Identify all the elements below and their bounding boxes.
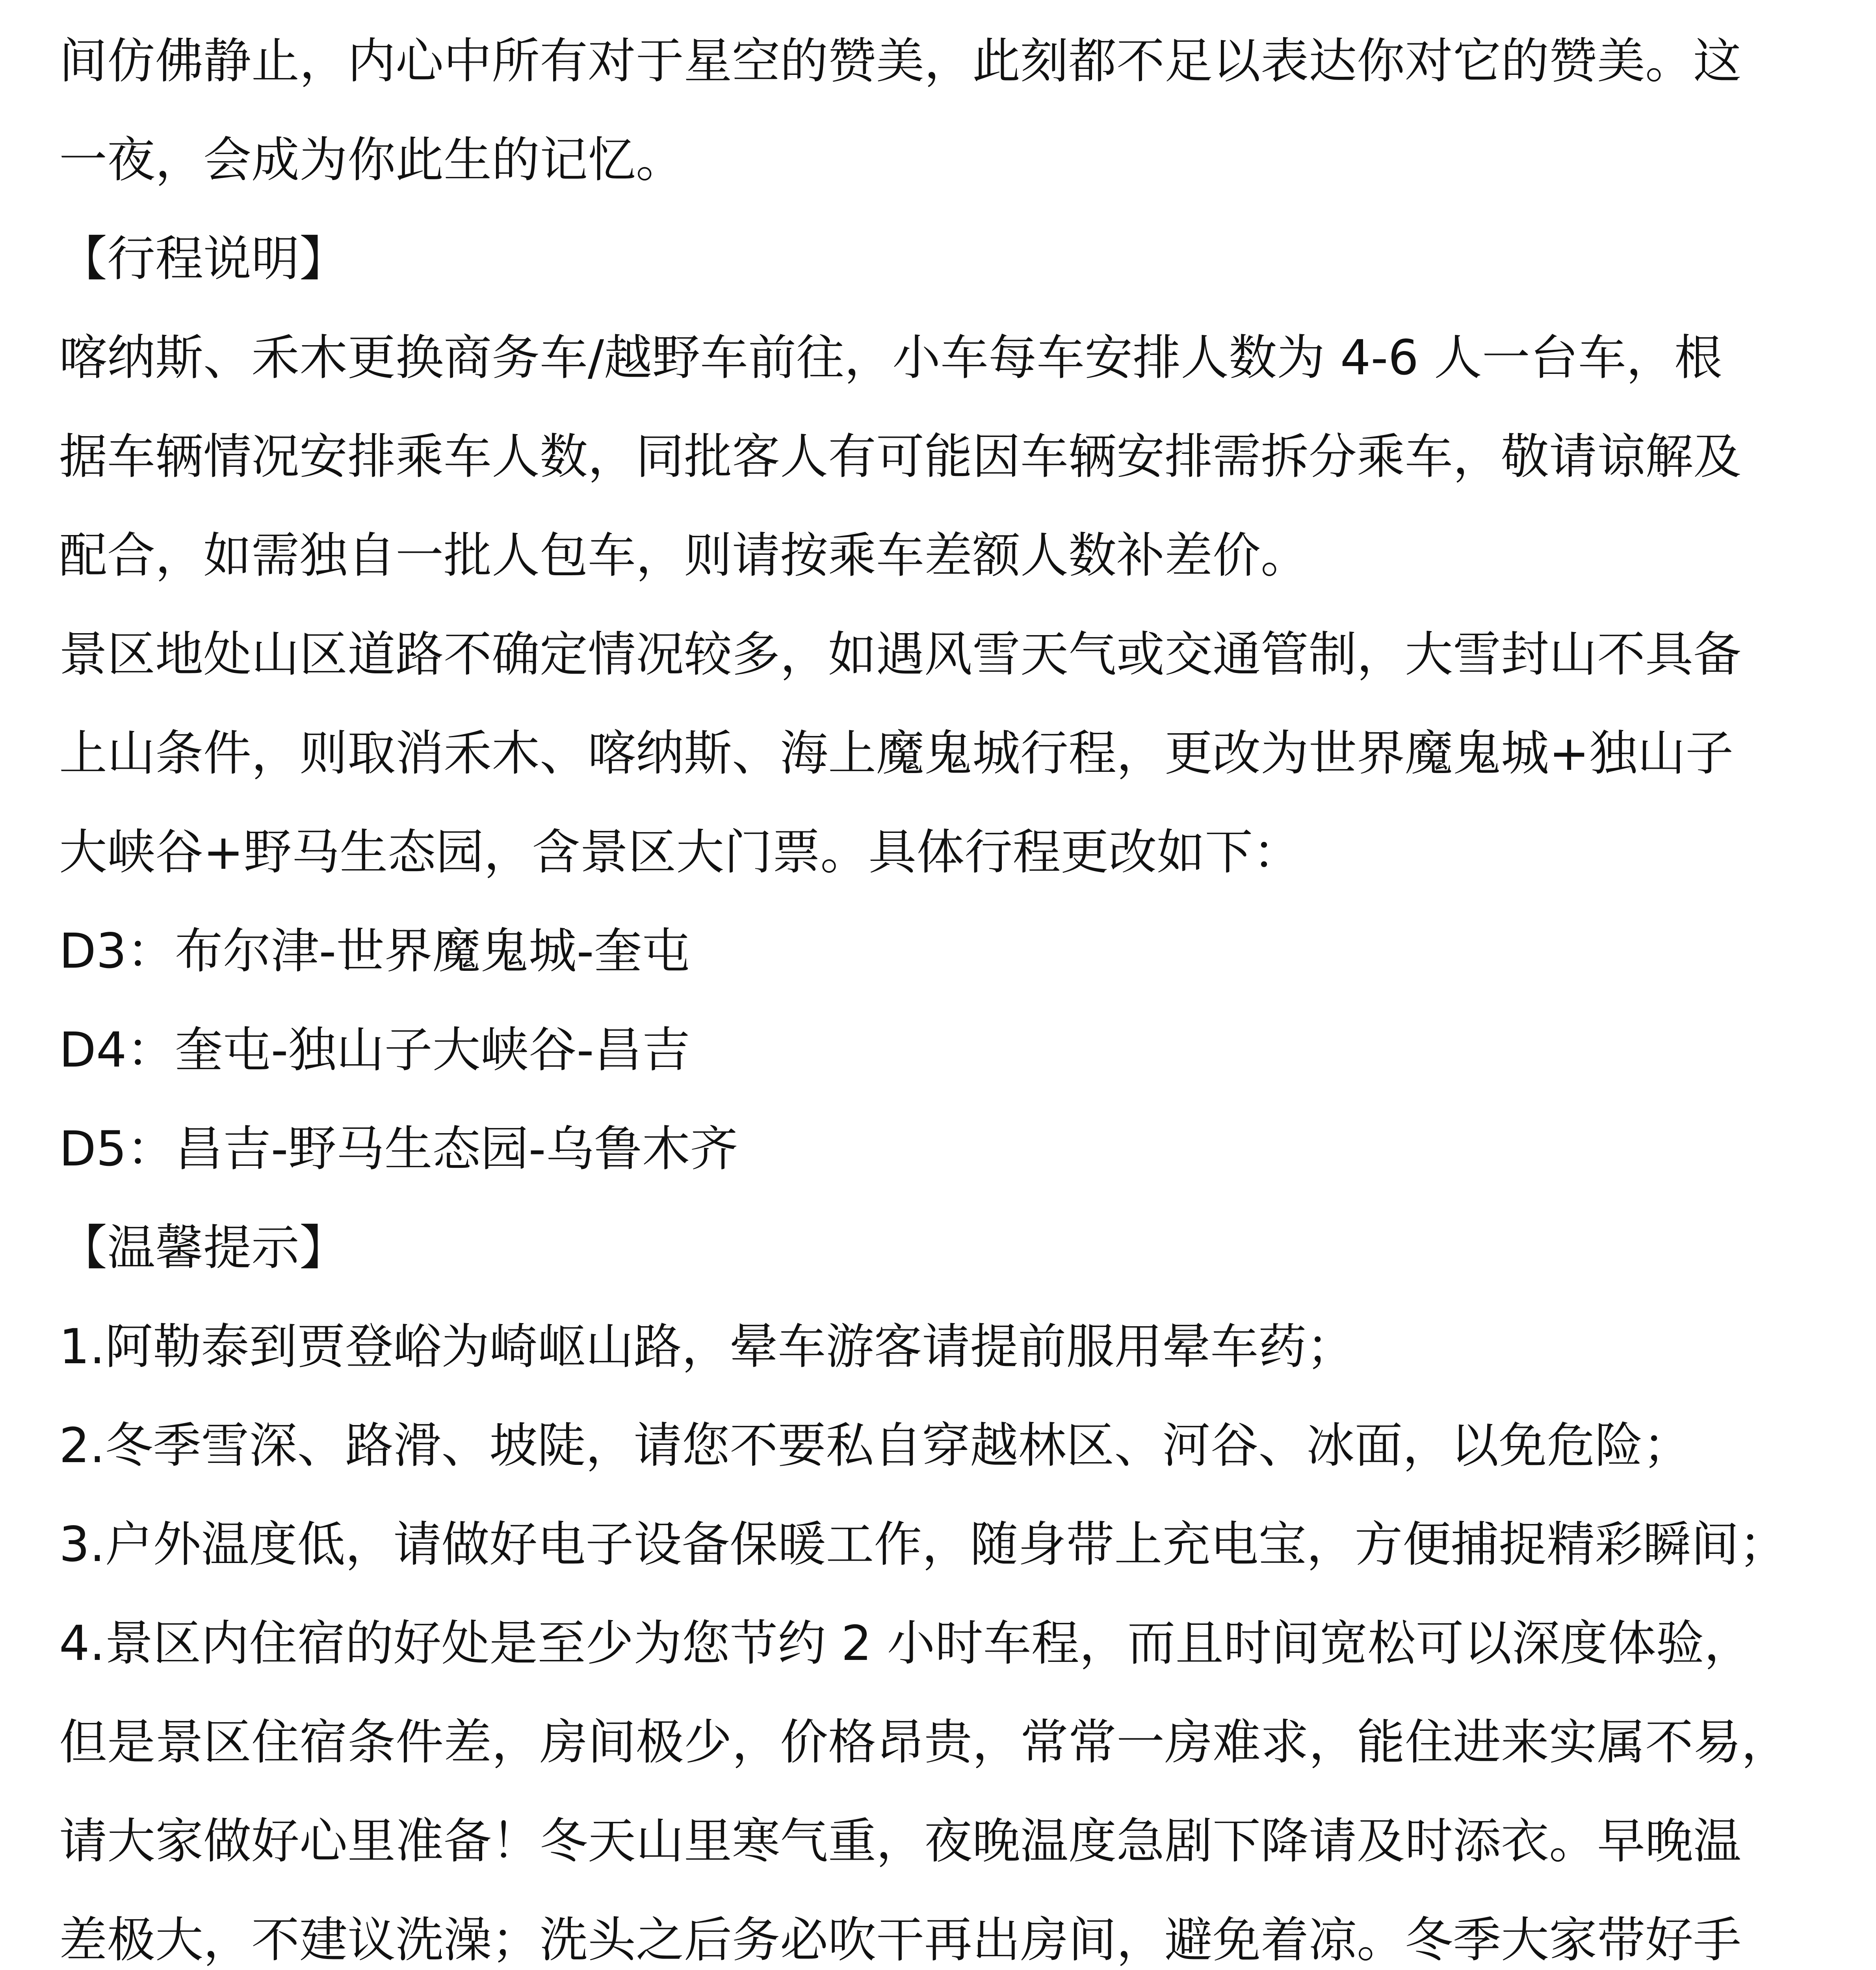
- text-line: 配合，如需独自一批人包车，则请按乘车差额人数补差价。: [59, 528, 1309, 584]
- text-line: 【行程说明】: [59, 231, 347, 287]
- paragraph: [59, 210, 1820, 309]
- text-line: 【温馨提示】: [59, 1220, 347, 1276]
- text-line: 2.冬季雪深、路滑、坡陡，请您不要私自穿越林区、河谷、冰面，以免危险；: [59, 1418, 1691, 1474]
- paragraph: [59, 309, 1820, 605]
- text-line: 大峡谷+野马生态园，含景区大门票。具体行程更改如下：: [59, 824, 1301, 880]
- paragraph: [59, 1396, 1820, 1495]
- text-line: 请大家做好心里准备！冬天山里寒气重，夜晚温度急剧下降请及时添衣。早晚温: [59, 1813, 1741, 1869]
- text-line: D5：昌吉-野马生态园-乌鲁木齐: [59, 1121, 738, 1177]
- text-line: 3.户外温度低，请做好电子设备保暖工作，随身带上充电宝，方便捕捉精彩瞬间；: [59, 1517, 1787, 1572]
- paragraph: [59, 1199, 1820, 1297]
- text-line: 喀纳斯、禾木更换商务车/越野车前往，小车每车安排人数为 4-6 人一台车，根: [59, 330, 1722, 386]
- text-line: 差极大，不建议洗澡；洗头之后务必吹干再出房间，避免着凉。冬季大家带好手: [59, 1912, 1741, 1968]
- paragraph: [59, 902, 1820, 1001]
- text-line: 间仿佛静止，内心中所有对于星空的赞美，此刻都不足以表达你对它的赞美。这: [59, 33, 1741, 89]
- text-line: 据车辆情况安排乘车人数，同批客人有可能因车辆安排需拆分乘车，敬请谅解及: [59, 429, 1741, 485]
- paragraph: [59, 1495, 1820, 1594]
- text-line: 但是景区住宿条件差，房间极少，价格昂贵，常常一房难求，能住进来实属不易，: [59, 1714, 1789, 1770]
- text-line: D4：奎屯-独山子大峡谷-昌吉: [59, 1022, 690, 1078]
- paragraph: [59, 1594, 1820, 1970]
- document-body: [59, 12, 1820, 1970]
- text-line: 景区地处山区道路不确定情况较多，如遇风雪天气或交通管制，大雪封山不具备: [59, 626, 1741, 682]
- paragraph: [59, 1297, 1820, 1396]
- text-line: 4.景区内住宿的好处是至少为您节约 2 小时车程，而且时间宽松可以深度体验，: [59, 1615, 1752, 1671]
- text-line: 上山条件，则取消禾木、喀纳斯、海上魔鬼城行程，更改为世界魔鬼城+独山子: [59, 725, 1734, 781]
- text-line: 一夜，会成为你此生的记忆。: [59, 132, 684, 188]
- paragraph: [59, 1001, 1820, 1100]
- paragraph: [59, 605, 1820, 902]
- paragraph: [59, 12, 1820, 210]
- paragraph: [59, 1100, 1820, 1199]
- text-line: D3：布尔津-世界魔鬼城-奎屯: [59, 923, 690, 979]
- text-line: 1.阿勒泰到贾登峪为崎岖山路，晕车游客请提前服用晕车药；: [59, 1319, 1355, 1375]
